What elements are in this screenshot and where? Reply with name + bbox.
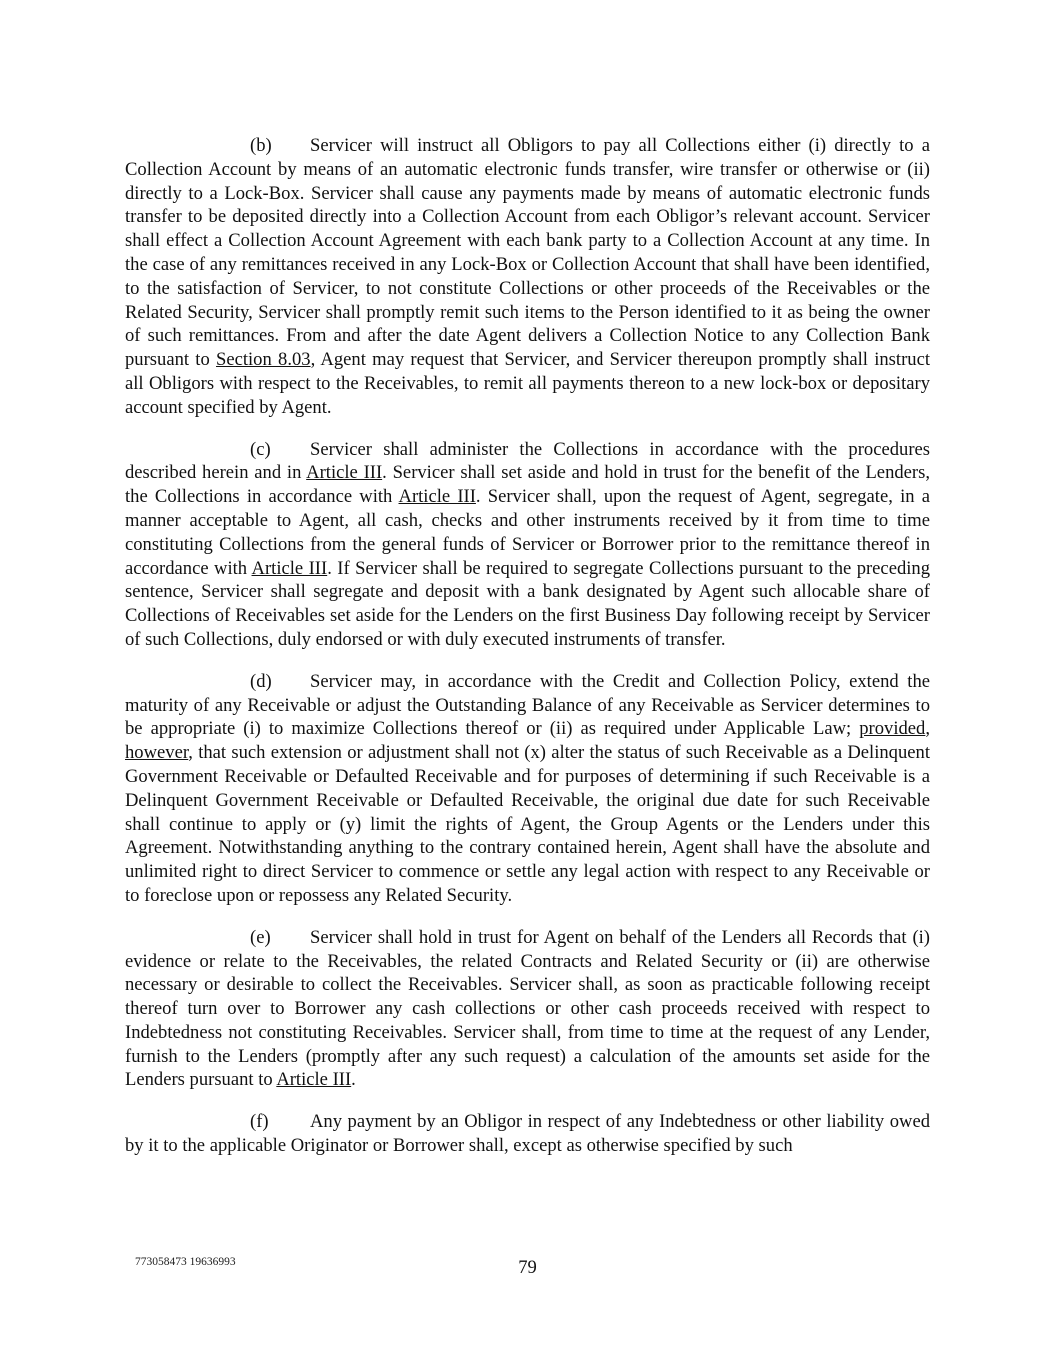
paragraph-text: Servicer shall hold in trust for Agent on behalf of the Lenders all Records that (i) evidence or relate to the Receivables, the related Contracts and Related Security or (ii) are otherwise necessary or desirable to collect the Receivables. Servicer shall, as soon as practicable following receipt thereof turn over to Borrower any cash collections or other cash proceeds received with respect to Indebtedness not constituting Receivables. Servicer shall, from time to time at the request of any Lender, furnish to the Lenders (promptly after any such request) a calculation of the amounts set aside for the Lenders pursuant to xyxy=(125,926,930,1091)
document-id: 773058473 19636993 xyxy=(135,1256,236,1268)
paragraph-text: , xyxy=(925,718,930,740)
paragraph-marker: (f) xyxy=(250,1111,269,1133)
paragraph xyxy=(125,134,930,420)
cross-reference: Article III xyxy=(276,1069,352,1091)
paragraph xyxy=(125,438,930,652)
paragraph xyxy=(125,926,930,1093)
cross-reference: Article III xyxy=(306,462,383,484)
paragraph-text: . xyxy=(351,1069,356,1091)
paragraph-text: Servicer shall administer the Collections in accordance with the procedures described herein and in xyxy=(125,438,930,484)
paragraph-marker: (b) xyxy=(250,135,272,156)
page-number: 79 xyxy=(518,1257,537,1278)
cross-reference: Article III xyxy=(398,486,476,508)
paragraph-marker: (e) xyxy=(250,926,271,948)
paragraph xyxy=(125,1110,930,1158)
paragraph-text: , that such extension or adjustment shall not (x) alter the status of such Receivable as a Delinquent Government Receivable or Defaulted Receivable and for purposes of determining if such Receivable is a Delinquent Government Receivable or Defaulted Receivable, the original due date for such Receivable shall continue to apply or (y) limit the rights of Agent, the Group Agents or the Lenders under this Agreement. Notwithstanding anything to the contrary contained herein, Agent shall have the absolute and unlimited right to direct Servicer to commence or settle any legal action with respect to any Receivable or to foreclose upon or repossess any Related Security. xyxy=(125,742,930,906)
paragraph-text: . If Servicer shall be required to segregate Collections pursuant to the preceding sentence, Servicer shall segregate and deposit with a bank designated by Agent such allocable share of Collections of Receivables set aside for the Lenders on the first Business Day following receipt by Servicer of such Collections, duly endorsed or with duly executed instruments of transfer. xyxy=(125,557,930,650)
paragraph xyxy=(125,670,930,908)
paragraph-text: . Servicer shall, upon the request of Agent, segregate, in a manner acceptable to Agent, all cash, checks and other instruments received by it from time to time constituting Collections from the general funds of Servicer or Borrower prior to the remittance thereof in accordance with xyxy=(125,486,930,579)
paragraph-marker: (d) xyxy=(250,670,272,692)
paragraph-text: . Servicer shall set aside and hold in trust for the benefit of the Lenders, the Collections in accordance with xyxy=(125,462,930,508)
cross-reference: however xyxy=(125,742,189,764)
paragraph-text: Any payment by an Obligor in respect of any Indebtedness or other liability owed by it to the applicable Originator or Borrower shall, except as otherwise specified by such xyxy=(125,1111,930,1157)
document-body xyxy=(125,134,930,1176)
cross-reference: Article III xyxy=(251,557,328,579)
paragraph-text: Servicer may, in accordance with the Credit and Collection Policy, extend the maturity of any Receivable or adjust the Outstanding Balance of any Receivable as Servicer determines to be appropriate (i) to maximize Collections thereof or (ii) as required under Applicable Law; xyxy=(125,670,930,740)
paragraph-marker: (c) xyxy=(250,438,271,460)
paragraph-text: , Agent may request that Servicer, and Servicer thereupon promptly shall instruct all Obligors with respect to the Receivables, to remit all payments thereon to a new lock-box or depositary account specified by Agent. xyxy=(125,349,930,418)
cross-reference: provided xyxy=(859,718,926,740)
paragraph-text: Servicer will instruct all Obligors to pay all Collections either (i) directly to a Collection Account by means of an automatic electronic funds transfer, wire transfer or otherwise or (ii) directly to a Lock-Box. Servicer shall cause any payments made by means of automatic electronic funds transfer to be deposited directly into a Collection Account from each Obligor’s relevant account. Servicer shall effect a Collection Account Agreement with each bank party to a Collection Account at any time. In the case of any remittances received in any Lock-Box or Collection Account that shall have been identified, to the satisfaction of Servicer, to not constitute Collections or other proceeds of the Receivables or the Related Security, Servicer shall promptly remit such items to the Person identified to it as being the owner of such remittances. From and after the date Agent delivers a Collection Notice to any Collection Bank pursuant to xyxy=(125,135,930,371)
cross-reference: Section 8.03 xyxy=(216,349,311,371)
